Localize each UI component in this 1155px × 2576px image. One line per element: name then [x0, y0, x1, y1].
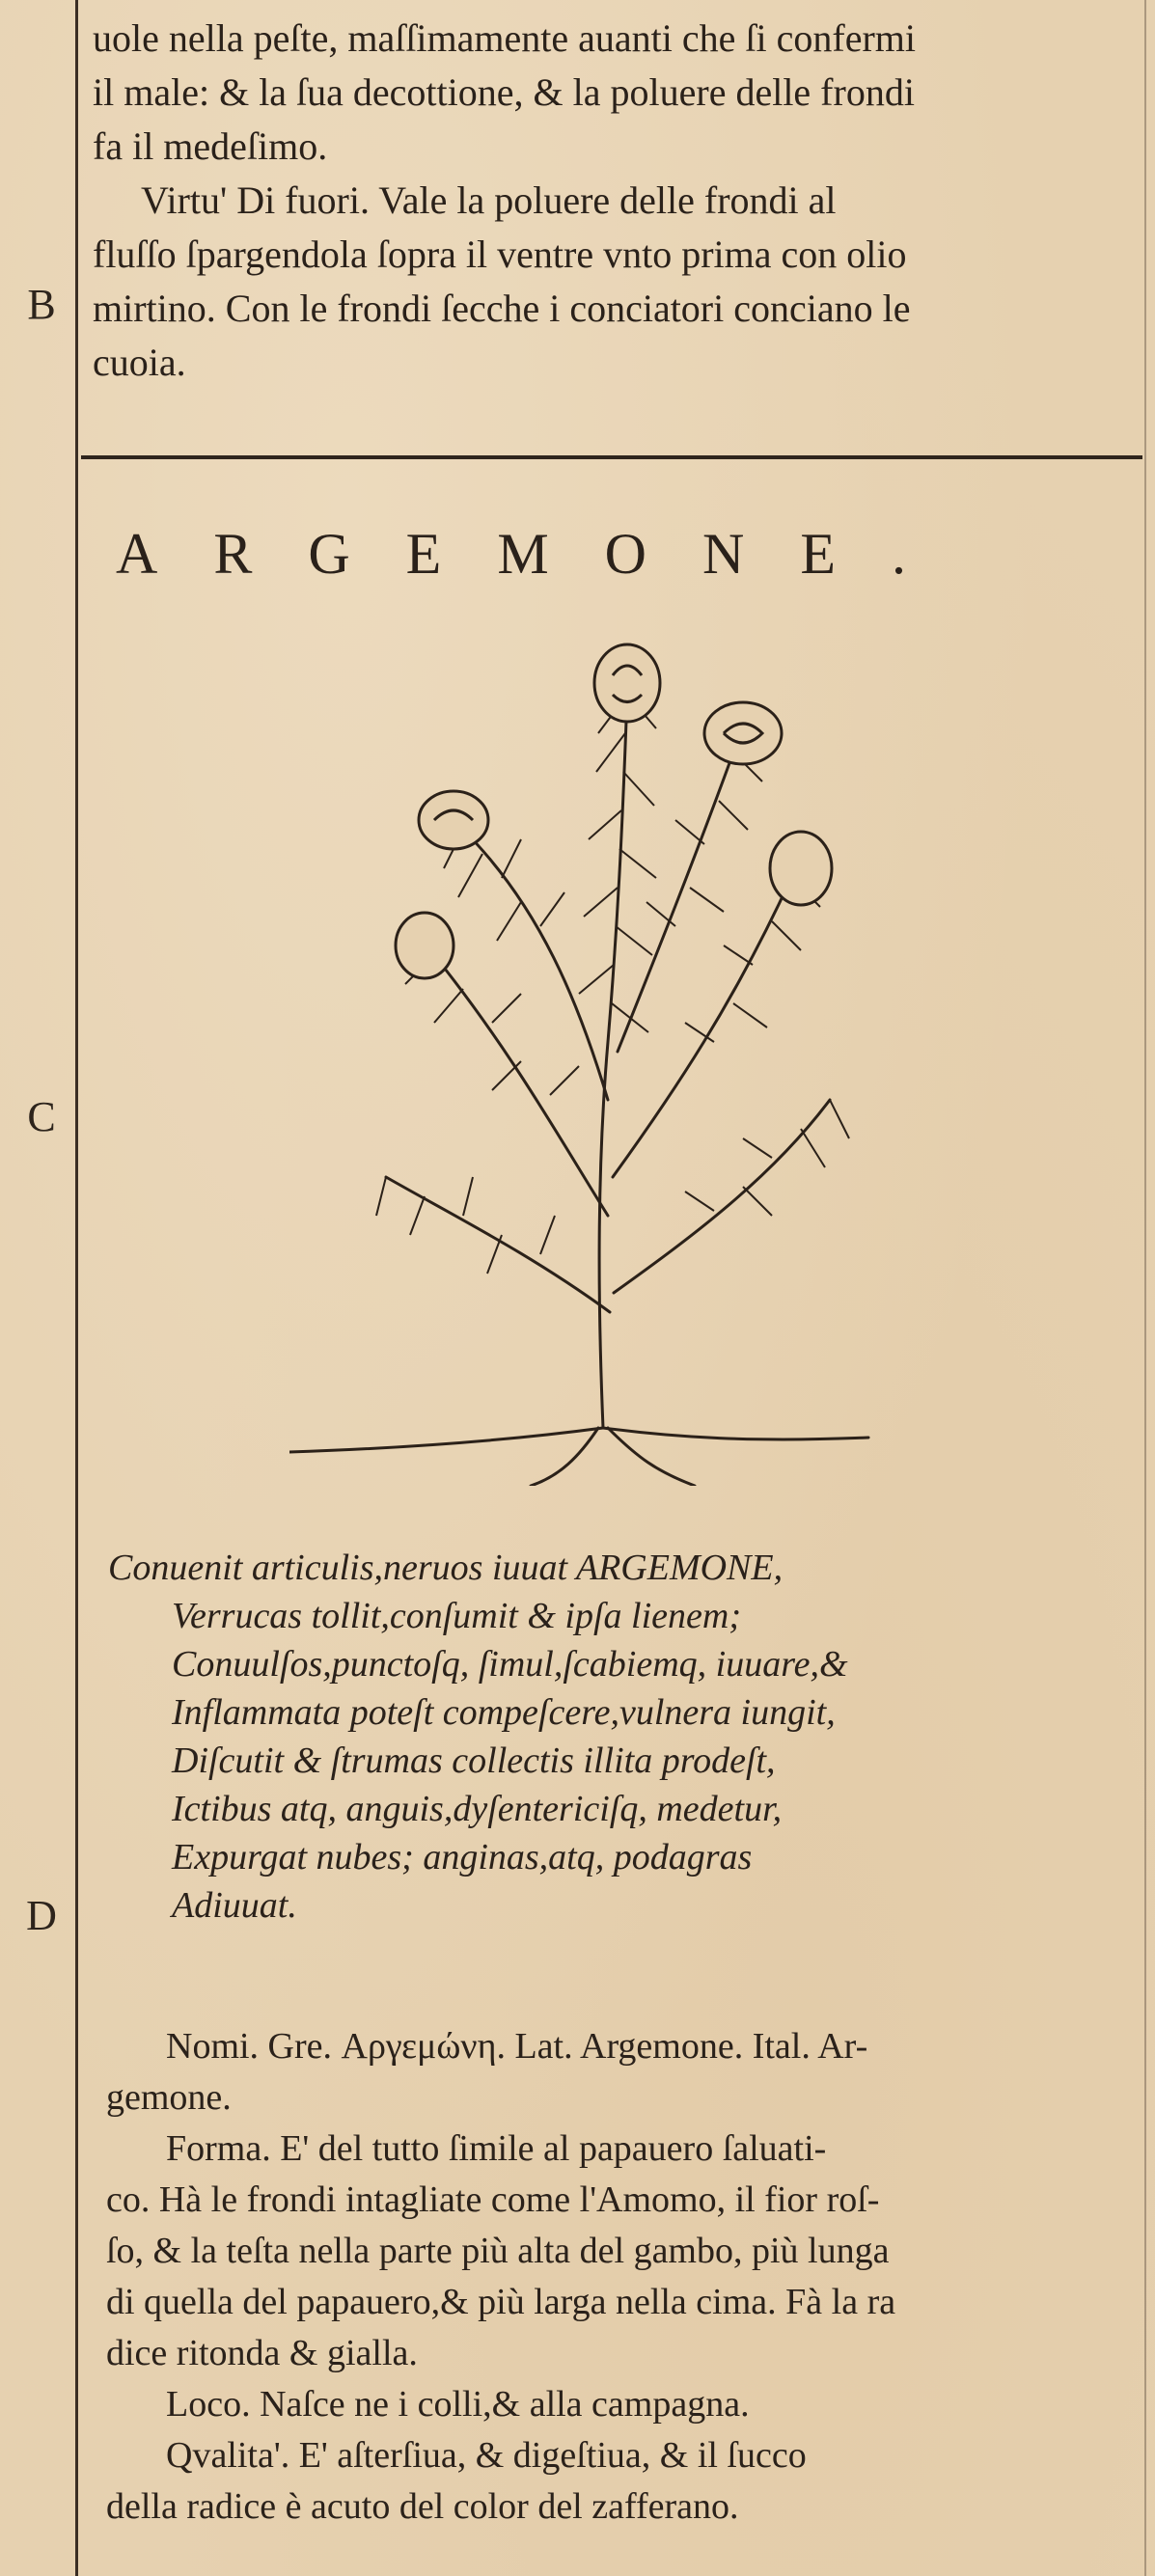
- verse-line: Inflammata poteſt compeſcere,vulnera iungit,: [172, 1692, 836, 1733]
- margin-letter-b: B: [27, 281, 56, 328]
- text-line: Forma. E' del tutto ſimile al papauero ſaluati-: [166, 2128, 827, 2169]
- text-line: co. Hà le frondi intagliate come l'Amomo, il fior roſ-: [106, 2179, 880, 2220]
- text-line: dice ritonda & gialla.: [106, 2333, 418, 2373]
- section-divider: [81, 455, 1142, 459]
- verse-line: Expurgat nubes; anginas,atq, podagras: [172, 1837, 753, 1877]
- text-line: Loco. Naſce ne i colli,& alla campagna.: [166, 2384, 750, 2425]
- text-line: mirtino. Con le frondi ſecche i conciatori conciano le: [93, 287, 911, 330]
- text-line: Qvalita'. E' aſterſiua, & digeſtiua, & il ſucco: [166, 2435, 807, 2476]
- left-column-rule: [75, 0, 78, 2576]
- verse-line: Verrucas tollit,conſumit & ipſa lienem;: [172, 1596, 741, 1636]
- text-line: Nomi. Gre. Αργεμώνη. Lat. Argemone. Ital. Ar-: [166, 2026, 868, 2067]
- text-line: gemone.: [106, 2077, 232, 2118]
- page-title: ARGEMONE.: [116, 522, 962, 586]
- right-column-rule: [1144, 0, 1146, 2576]
- text-line: Virtu' Di fuori. Vale la poluere delle frondi al: [141, 178, 837, 222]
- verse-line: Ictibus atq, anguis,dyſentericiſq, medetur,: [172, 1789, 783, 1829]
- text-line: ſo, & la teſta nella parte più alta del gambo, più lunga: [106, 2231, 890, 2271]
- latin-verse: [108, 1544, 1131, 1930]
- text-line: della radice è acuto del color del zafferano.: [106, 2486, 739, 2527]
- verse-line: Conuulſos,punctoſq, ſimul,ſcabiemq, iuuare,&: [172, 1644, 848, 1685]
- text-line: uole nella peſte, maſſimamente auanti che ſi confermi: [93, 16, 916, 60]
- text-line: di quella del papauero,& più larga nella cima. Fà la ra: [106, 2282, 896, 2322]
- text-line: fluſſo ſpargendola ſopra il ventre vnto prima con olio: [93, 233, 907, 276]
- text-line: cuoia.: [93, 341, 186, 384]
- margin-letter-c: C: [27, 1093, 56, 1140]
- description-paragraphs: [106, 2021, 1143, 2533]
- text-line: fa il medeſimo.: [93, 124, 328, 168]
- verse-line: Diſcutit & ſtrumas collectis illita prodeſt,: [172, 1740, 776, 1781]
- margin-letter-d: D: [26, 1892, 57, 1939]
- verse-line: Adiuuat.: [172, 1885, 297, 1926]
- text-line: il male: & la ſua decottione, & la poluere delle frondi: [93, 70, 915, 114]
- top-paragraph: [93, 12, 1140, 390]
- verse-line: Conuenit articulis,neruos iuuat ARGEMONE,: [108, 1548, 784, 1588]
- argemone-plant-woodcut: [289, 637, 917, 1486]
